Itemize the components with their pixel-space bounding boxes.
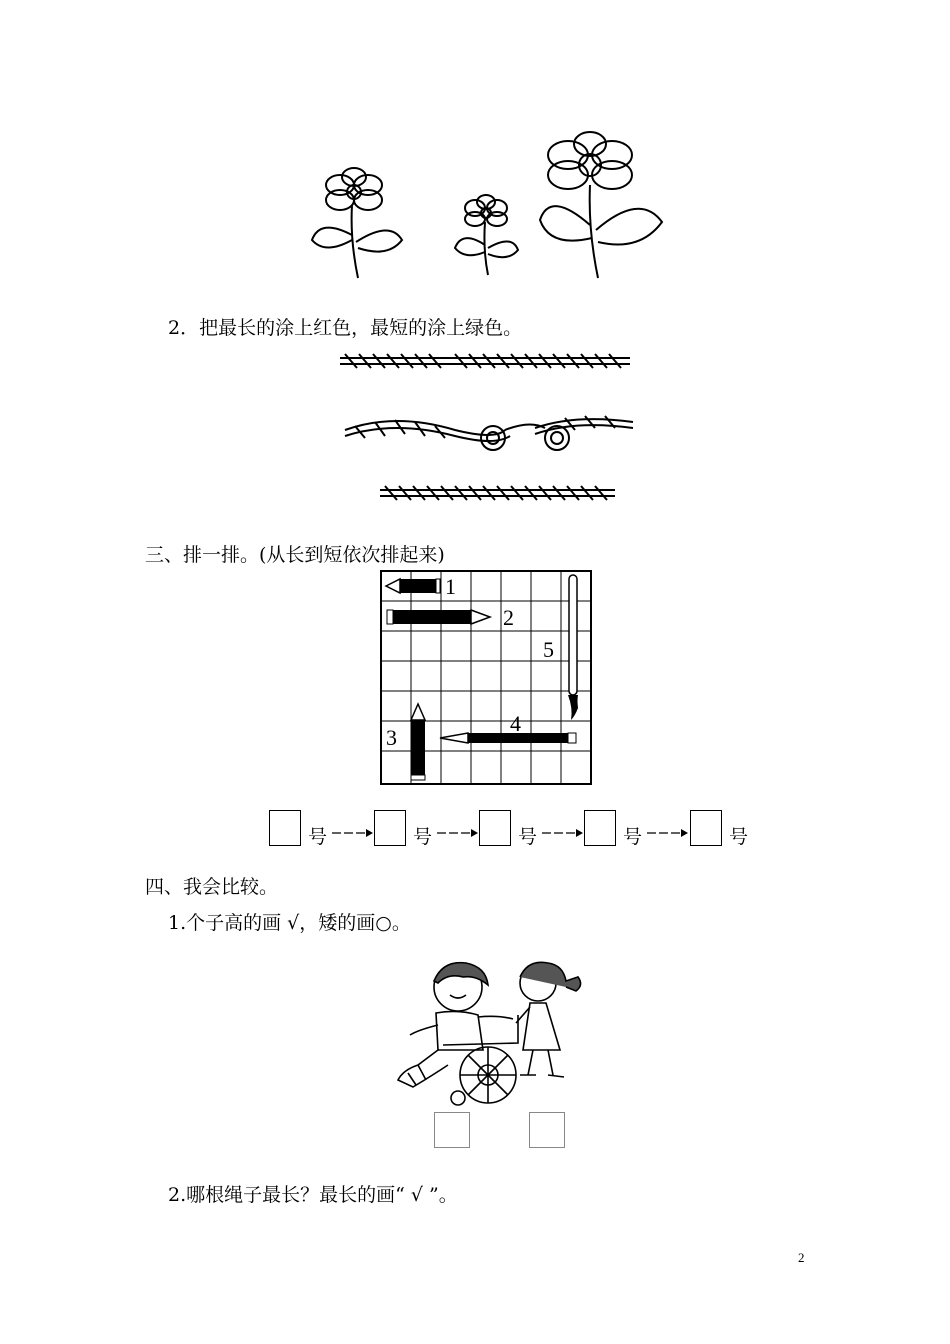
order-unit: 号 [623, 826, 643, 848]
arrow-icon [645, 828, 689, 838]
answer-box[interactable] [584, 810, 616, 846]
pencil-4 [440, 733, 576, 743]
children-illustration [388, 955, 588, 1110]
question-4-1: 1.个子高的画 √，矮的画○。 [168, 912, 411, 934]
flower-icon [312, 168, 402, 278]
rope-icon [345, 416, 633, 450]
section-3-title: 三、排一排。(从长到短依次排起来) [145, 544, 445, 566]
answer-box[interactable] [374, 810, 406, 846]
section-4-title: 四、我会比较。 [145, 876, 279, 898]
grid-label: 4 [510, 711, 521, 736]
flowers-illustration [300, 130, 680, 285]
order-unit: 号 [308, 826, 328, 848]
answer-box-boy[interactable] [434, 1112, 470, 1148]
arrow-icon [330, 828, 374, 838]
question-2-rope: 2．把最长的涂上红色，最短的涂上绿色。 [168, 317, 523, 339]
grid-label: 5 [543, 637, 554, 662]
flower-icon [540, 132, 662, 278]
grid-label: 1 [445, 574, 456, 599]
pencil-3 [411, 704, 425, 780]
order-unit: 号 [518, 826, 538, 848]
page-number: 2 [798, 1250, 805, 1265]
flower-icon [455, 195, 518, 275]
pencil-1 [386, 579, 440, 593]
order-unit: 号 [413, 826, 433, 848]
answer-box-girl[interactable] [529, 1112, 565, 1148]
grid-label: 3 [386, 725, 397, 750]
question-4-2: 2.哪根绳子最长？最长的画“ √ ”。 [168, 1184, 458, 1206]
order-unit: 号 [729, 826, 749, 848]
brush-5 [568, 575, 578, 720]
rope-icon [380, 486, 615, 500]
arrow-icon [435, 828, 479, 838]
answer-box[interactable] [479, 810, 511, 846]
answer-box[interactable] [690, 810, 722, 846]
arrow-icon [540, 828, 584, 838]
answer-box[interactable] [269, 810, 301, 846]
pencil-2 [387, 610, 490, 624]
rope-icon [340, 354, 630, 368]
length-grid [378, 568, 598, 788]
rope-illustration [335, 340, 640, 510]
grid-label: 2 [503, 605, 514, 630]
